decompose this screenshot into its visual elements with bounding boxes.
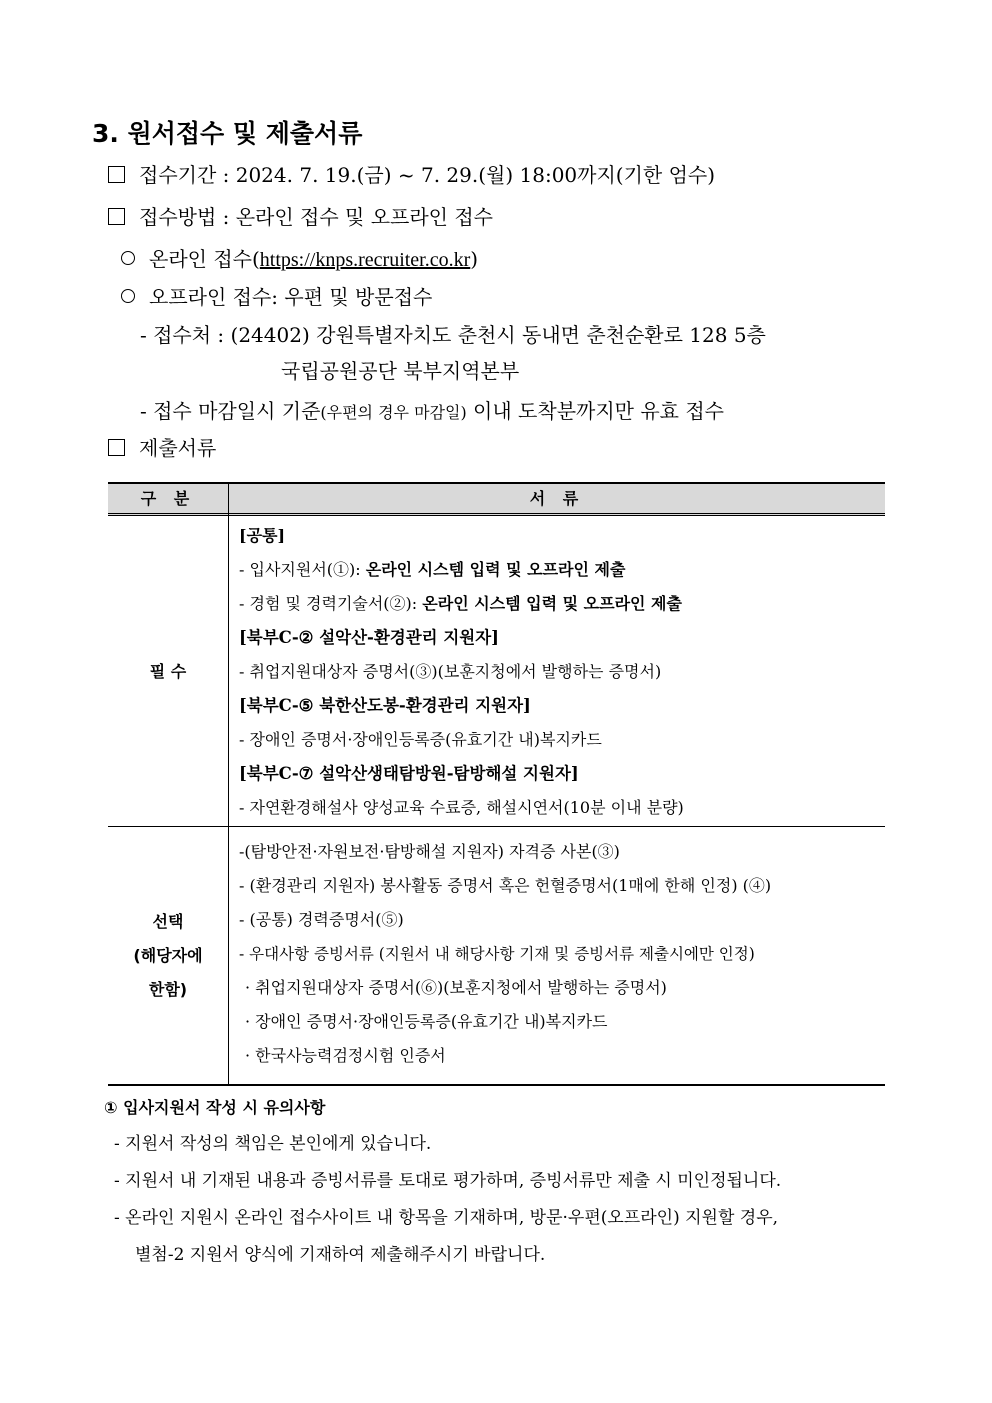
header-category: 구 분 [140,489,196,508]
checkbox-icon [108,166,125,183]
r1-bold: 온라인 시스템 입력 및 오프라인 제출 [365,560,626,579]
note-item-2: - 지원서 내 기재된 내용과 증빙서류를 토대로 평가하며, 증빙서류만 제출 시 미인정됩니다. [114,1171,782,1191]
table-bottom-rule [108,1084,885,1086]
deadline-line [140,398,724,426]
optional-label-1: 선택 [152,912,184,931]
method-text: 접수방법 : 온라인 접수 및 오프라인 접수 [139,205,494,229]
online-prefix: 온라인 접수( [149,247,260,271]
method-line [108,204,493,230]
circle-bullet-icon [121,289,135,303]
common-title: [공통] [239,526,286,545]
optional-label-3: 한함) [148,980,188,999]
s5-title: [북부C-⑤ 북한산도봉-환경관리 지원자] [239,696,531,715]
online-line [121,246,478,273]
period-line [108,162,715,188]
required-label: 필 수 [149,662,187,681]
s2-title: [북부C-② 설악산-환경관리 지원자] [239,628,499,647]
required-sub-5 [239,689,531,723]
optional-item-5: · 취업지원대상자 증명서(⑥)(보훈지청에서 발행하는 증명서) [245,978,667,997]
optional-item-1: -(탐방안전·자원보전·탐방해설 지원자) 자격증 사본(③) [239,842,620,861]
online-suffix: ) [470,247,479,271]
notes-title: ① 입사지원서 작성 시 유의사항 [104,1098,326,1117]
optional-item-7: · 한국사능력검정시험 인증서 [245,1046,446,1065]
section-heading: 3. 원서접수 및 제출서류 [92,119,363,148]
note-item-1: - 지원서 작성의 책임은 본인에게 있습니다. [114,1134,432,1154]
circle-bullet-icon [121,251,135,265]
optional-item-3: - (공통) 경력증명서(⑤) [239,910,404,929]
address-line-1: - 접수처 : (24402) 강원특별자치도 춘천시 동내면 춘천순환로 128 5층 [140,323,766,347]
required-sub-7 [239,757,579,791]
r2-bold: 온라인 시스템 입력 및 오프라인 제출 [422,594,682,613]
optional-item-4: - 우대사항 증빙서류 (지원서 내 해당사항 기재 및 증빙서류 제출시에만 인정) [239,945,755,963]
required-common [239,519,285,553]
note-item-4: 별첨-2 지원서 양식에 기재하여 제출해주시기 바랍니다. [135,1245,546,1265]
required-item-1 [239,553,625,587]
r1-prefix: - 입사지원서(①): [239,560,366,579]
required-sub-7-item: - 자연환경해설사 양성교육 수료증, 해설시연서(10분 이내 분량) [239,798,684,817]
deadline-suffix: 이내 도착분까지만 유효 접수 [466,399,724,423]
row-divider [108,826,885,827]
r2-prefix: - 경험 및 경력기술서(②): [239,594,423,613]
optional-label [108,905,228,1007]
optional-item-6: · 장애인 증명서·장애인등록증(유효기간 내)복지카드 [245,1012,608,1031]
deadline-prefix: - 접수 마감일시 기준 [140,399,321,423]
s7-title: [북부C-⑦ 설악산생태탐방원-탐방해설 지원자] [239,764,579,783]
header-documents: 서 류 [529,489,585,508]
required-item-2 [239,587,682,621]
checkbox-icon [108,208,125,225]
offline-line [121,284,432,310]
offline-text: 오프라인 접수: 우편 및 방문접수 [149,285,433,309]
address-line-2: 국립공원공단 북부지역본부 [281,359,520,383]
docs-line [108,435,216,461]
checkbox-icon [108,439,125,456]
optional-item-2: - (환경관리 지원자) 봉사활동 증명서 혹은 헌혈증명서(1매에 한해 인정) (④) [239,876,772,895]
required-sub-5-item: - 장애인 증명서·장애인등록증(유효기간 내)복지카드 [239,730,602,749]
optional-label-2: (해당자에 [133,946,203,965]
deadline-small: (우편의 경우 마감일) [320,403,467,422]
column-divider [228,482,229,1086]
documents-table [108,482,885,1086]
required-sub-2-item: - 취업지원대상자 증명서(③)(보훈지청에서 발행하는 증명서) [239,662,662,681]
docs-text: 제출서류 [139,436,217,460]
period-text: 접수기간 : 2024. 7. 19.(금) ~ 7. 29.(월) 18:00까지(기한 엄수) [139,163,716,187]
required-sub-2 [239,621,499,655]
recruit-site-link[interactable]: https://knps.recruiter.co.kr [259,249,471,271]
note-item-3: - 온라인 지원시 온라인 접수사이트 내 항목을 기재하며, 방문·우편(오프라인) 지원할 경우, [114,1208,779,1228]
